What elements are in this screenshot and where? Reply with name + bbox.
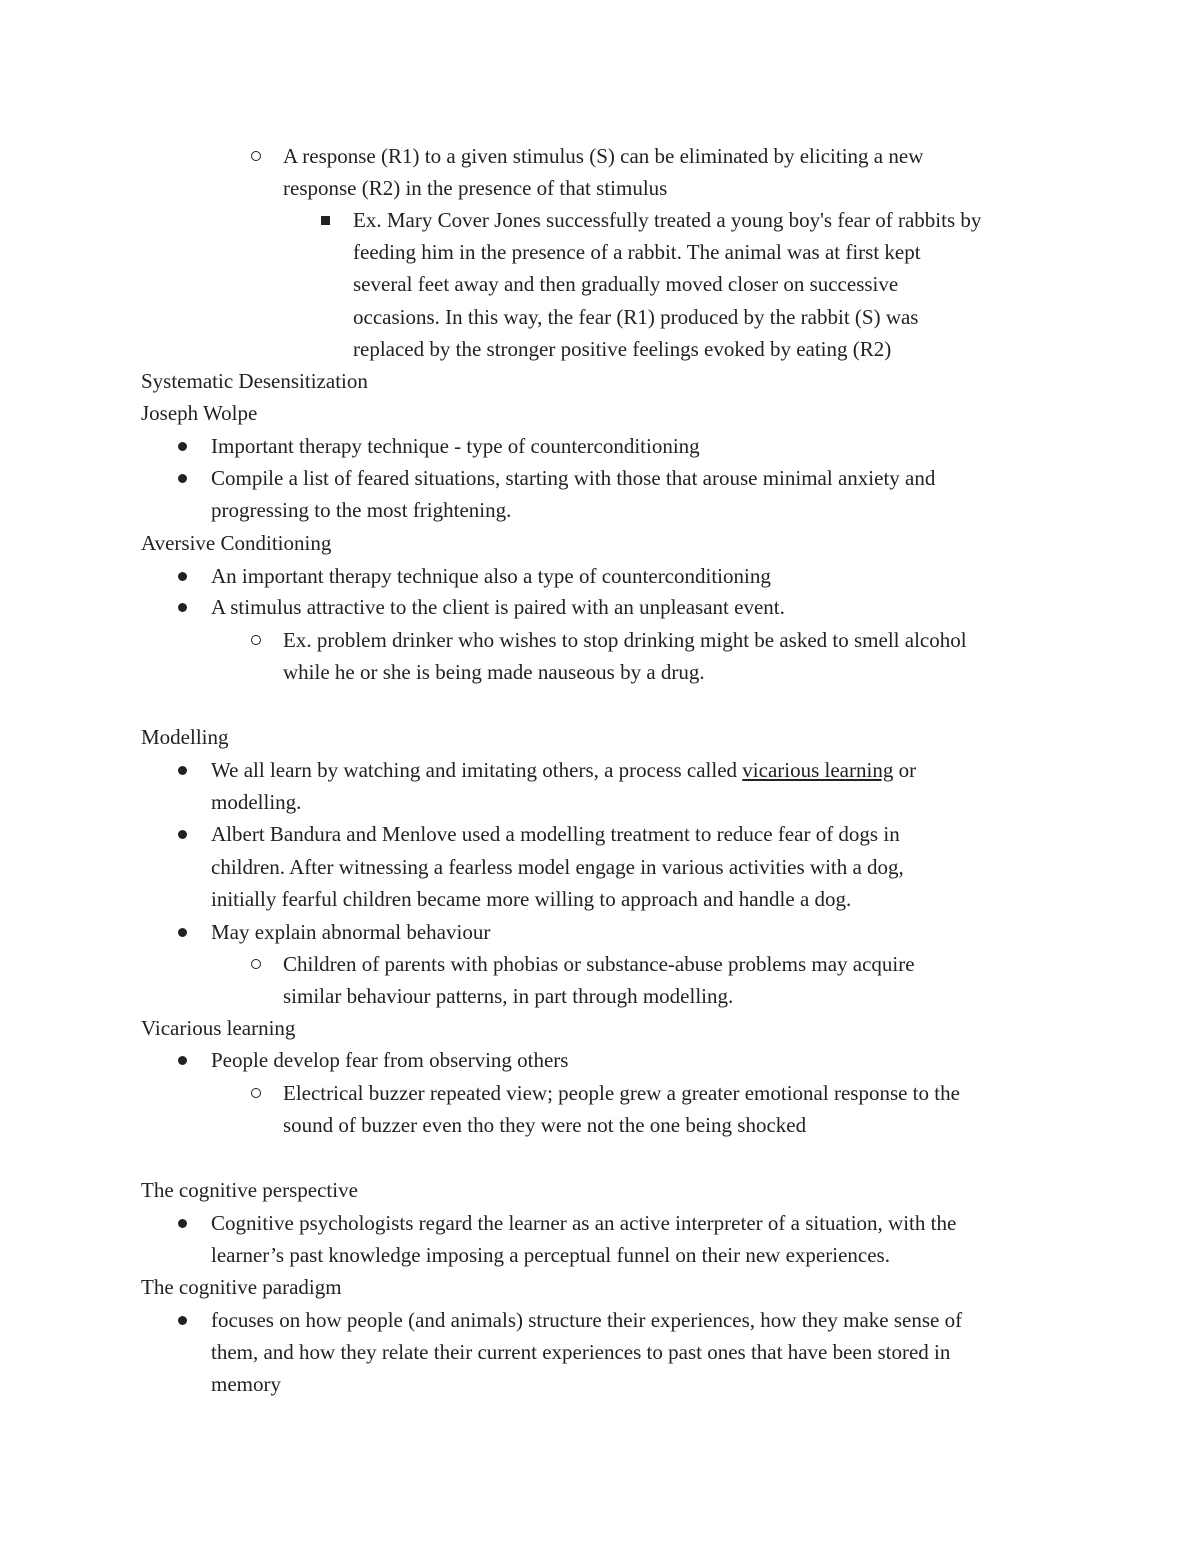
subheading-joseph-wolpe: Joseph Wolpe (141, 401, 258, 425)
vicarious-sub-line-2: sound of buzzer even tho they were not the one being shocked (283, 1113, 807, 1137)
heading-vicarious-learning: Vicarious learning (141, 1016, 296, 1040)
heading-cognitive-perspective: The cognitive perspective (141, 1178, 358, 1202)
cog-persp-bullet-line-2: learner’s past knowledge imposing a perceptual funnel on their new experiences. (211, 1243, 890, 1267)
aversive-sub-line-1: Ex. problem drinker who wishes to stop drinking might be asked to smell alcohol (283, 628, 967, 652)
modelling-bullet-1-line-2: modelling. (211, 790, 302, 814)
heading-aversive-conditioning: Aversive Conditioning (141, 531, 332, 555)
aversive-bullet-1: An important therapy technique also a type of counterconditioning (211, 564, 771, 588)
aversive-bullet-2: A stimulus attractive to the client is paired with an unpleasant event. (211, 595, 785, 619)
counter-example-line-3: several feet away and then gradually moved closer on successive (353, 272, 899, 296)
cog-persp-bullet-line-1: Cognitive psychologists regard the learner as an active interpreter of a situation, with the (211, 1211, 957, 1235)
heading-systematic-desensitization: Systematic Desensitization (141, 369, 368, 393)
vicarious-learning-link[interactable]: vicarious learning (742, 758, 894, 782)
heading-modelling: Modelling (141, 725, 229, 749)
cog-para-bullet-line-3: memory (211, 1372, 281, 1396)
modelling-bullet-2-line-3: initially fearful children became more willing to approach and handle a dog. (211, 887, 852, 911)
counter-example-line-4: occasions. In this way, the fear (R1) produced by the rabbit (S) was (353, 305, 919, 329)
aversive-sub-line-2: while he or she is being made nauseous by a drug. (283, 660, 705, 684)
cog-para-bullet-line-2: them, and how they relate their current experiences to past ones that have been stored in (211, 1340, 951, 1364)
sysdes-bullet-1: Important therapy technique - type of counterconditioning (211, 434, 700, 458)
modelling-bullet-1-line-1 (211, 754, 916, 786)
modelling-bullet-2-line-2: children. After witnessing a fearless model engage in various activities with a dog, (211, 855, 904, 879)
vicarious-bullet-1: People develop fear from observing others (211, 1048, 569, 1072)
counter-example-line-5: replaced by the stronger positive feelings evoked by eating (R2) (353, 337, 892, 361)
counter-point-line-1: A response (R1) to a given stimulus (S) can be eliminated by eliciting a new (283, 144, 924, 168)
counter-example-line-2: feeding him in the presence of a rabbit. The animal was at first kept (353, 240, 921, 264)
heading-cognitive-paradigm: The cognitive paradigm (141, 1275, 342, 1299)
counter-example-line-1: Ex. Mary Cover Jones successfully treated a young boy's fear of rabbits by (353, 208, 982, 232)
modelling-bullet-3: May explain abnormal behaviour (211, 920, 491, 944)
modelling-b1-text: We all learn by watching and imitating others, a process called (211, 758, 743, 782)
cog-para-bullet-line-1: focuses on how people (and animals) structure their experiences, how they make sense of (211, 1308, 963, 1332)
modelling-sub-line-1: Children of parents with phobias or substance-abuse problems may acquire (283, 952, 915, 976)
vicarious-sub-line-1: Electrical buzzer repeated view; people grew a greater emotional response to the (283, 1081, 960, 1105)
counter-point-line-2: response (R2) in the presence of that stimulus (283, 176, 668, 200)
modelling-bullet-2-line-1: Albert Bandura and Menlove used a modelling treatment to reduce fear of dogs in (211, 822, 900, 846)
sysdes-bullet-2-line-2: progressing to the most frightening. (211, 498, 512, 522)
modelling-sub-line-2: similar behaviour patterns, in part through modelling. (283, 984, 734, 1008)
modelling-b1-post: or (893, 758, 917, 782)
sysdes-bullet-2-line-1: Compile a list of feared situations, starting with those that arouse minimal anxiety and (211, 466, 936, 490)
